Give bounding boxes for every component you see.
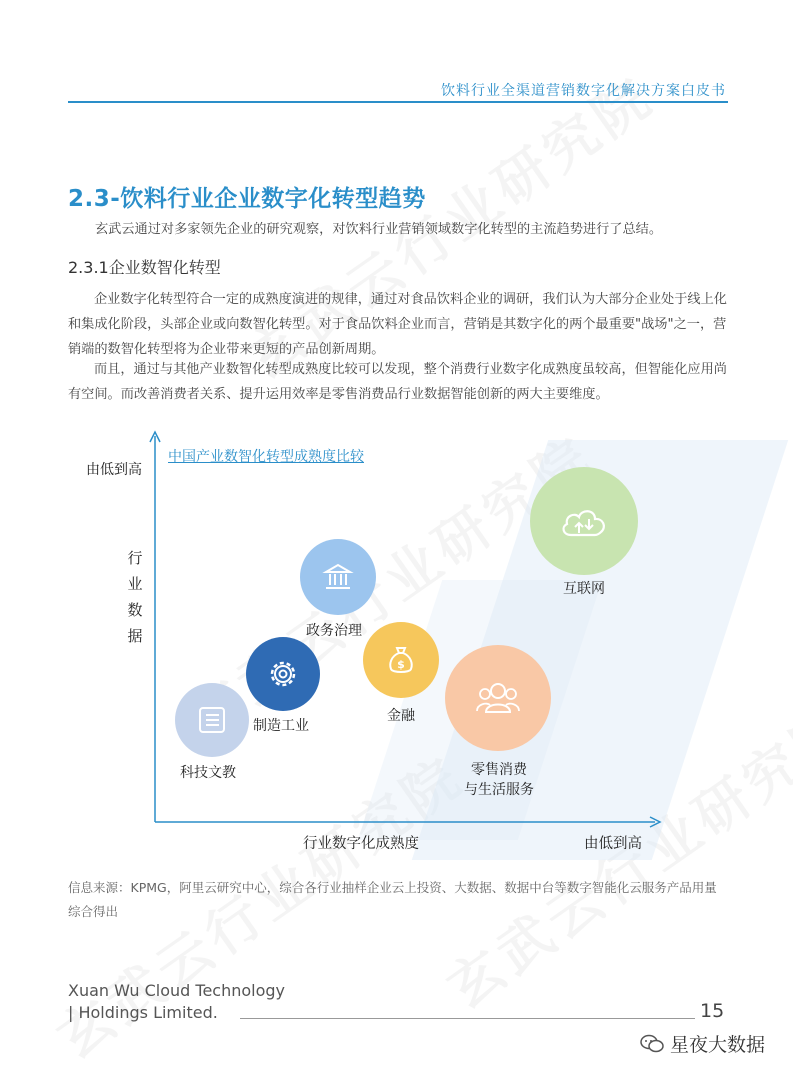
chart-point-label: 零售消费 与生活服务	[464, 762, 534, 798]
chart-point-label: 金融	[387, 708, 415, 724]
footer-company-line1: Xuan Wu Cloud Technology	[68, 981, 286, 1000]
money-bag-icon	[387, 644, 415, 676]
document-header-title: 饮料行业全渠道营销数字化解决方案白皮书	[441, 83, 726, 99]
wechat-icon	[640, 1034, 664, 1054]
gear-icon	[266, 657, 300, 691]
chart-point-label: 政务治理	[306, 623, 362, 639]
list-icon	[197, 705, 227, 735]
chart-point-manufacturing	[246, 637, 320, 711]
footer-company-line2: | Holdings Limited.	[68, 1003, 218, 1022]
chart-point-retail	[445, 645, 551, 751]
chart-point-label: 科技文教	[180, 765, 236, 781]
footer-divider	[240, 1018, 695, 1019]
chart-point-finance	[363, 622, 439, 698]
y-axis-label: 行 业 数 据	[127, 549, 143, 645]
y-axis-high-label: 由低到高	[86, 462, 142, 478]
wechat-account-name: 星夜大数据	[670, 1034, 766, 1056]
body-paragraph: 而且，通过与其他产业数智化转型成熟度比较可以发现，整个消费行业数字化成熟度虽较高，但智能化应用尚有空间。而改善消费者关系、提升运用效率是零售消费品行业数据智能创新的两大主要维度。	[68, 362, 727, 402]
chart-point-label: 互联网	[563, 581, 605, 597]
chart-point-government	[300, 539, 376, 615]
chart-title: 中国产业数智化转型成熟度比较	[168, 449, 364, 465]
x-axis-high-label: 由低到高	[584, 836, 642, 852]
page-number: 15	[700, 1000, 725, 1022]
source-note: 信息来源：KPMG，阿里云研究中心，综合各行业抽样企业云上投资、大数据、数据中台等数字智能化云服务产品用量综合得出	[68, 880, 717, 919]
bank-icon	[322, 561, 354, 593]
chart-point-label: 制造工业	[253, 718, 309, 734]
subsection-title: 2.3.1企业数智化转型	[68, 258, 221, 277]
chart-point-internet	[530, 467, 638, 575]
x-axis-label: 行业数字化成熟度	[303, 836, 419, 852]
section-title: 2.3-饮料行业企业数字化转型趋势	[68, 186, 426, 212]
wechat-badge	[640, 1030, 765, 1057]
body-paragraph: 企业数字化转型符合一定的成熟度演进的规律，通过对食品饮料企业的调研，我们认为大部分企业处于线上化和集成化阶段，头部企业或向数智化转型。对于食品饮料企业而言，营销是其数字化的两个最重要"战场"之一，营销端的数智化转型将为企业带来更短的产品创新周期。	[68, 292, 727, 357]
chart-point-tech-education	[175, 683, 249, 757]
cloud-icon	[557, 499, 611, 543]
people-icon	[475, 678, 521, 718]
intro-paragraph: 玄武云通过对多家领先企业的研究观察，对饮料行业营销领域数字化转型的主流趋势进行了总结。	[95, 222, 663, 237]
svg-text:$: $	[397, 658, 405, 671]
